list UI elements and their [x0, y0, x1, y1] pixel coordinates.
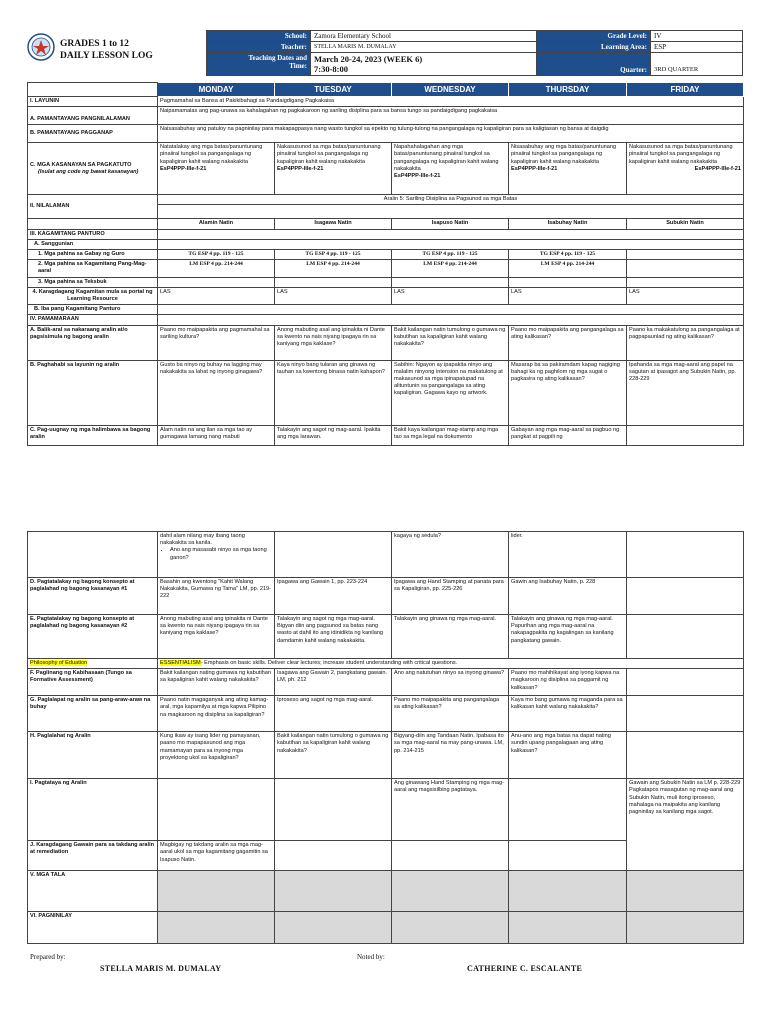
las-tue: LAS [275, 287, 392, 304]
kasanayan-thu [509, 143, 627, 195]
pagninilay-mon [158, 912, 275, 944]
row-pagganap: B. PAMANTAYANG PAGGANAP [28, 125, 158, 143]
deped-seal-logo [27, 33, 55, 61]
part-isapuso: Isapuso Natin [392, 219, 509, 229]
kagamitan-blank [158, 229, 744, 239]
dates-label [207, 53, 311, 76]
pagtataya-thu [509, 779, 627, 841]
header-info-table [206, 30, 743, 76]
tala-thu [509, 871, 627, 912]
balik-thu: Paano mo maipapakita ang pangangalaga sa ating kalikasan? [509, 325, 627, 360]
kasanayan-thu-text: Nisasabuhay ang mga batas/panuntunang pinaiiral tungkol sa pangangalaga ng kapaligiran kahit walang nakakakita [511, 144, 617, 165]
cont-fri [627, 532, 744, 578]
row-sanggunian: A. Sanggunian [28, 239, 158, 249]
paglalahat-wed: Bigyang-diin ang Tandaan Natin. Ipabasa ito sa mga mag-aaral na may pang-unawa. LM, pp. 214-215 [392, 732, 509, 779]
title-line1: GRADES 1 to 12 [60, 39, 129, 49]
nilalaman-text: Aralin 5: Sariling Disiplina sa Pagsunod sa mga Batas [158, 195, 744, 205]
quarter-label: Quarter: [537, 53, 651, 76]
karagdagang-thu [509, 841, 627, 871]
teksbuk-tue [275, 277, 392, 287]
pangnilalaman-text: Naipamamalas ang pag-unawa sa kahalagahan ng pagkakaroon ng sariling disiplina para sa bansa tungo sa pandaigdigang pagkakaisa [158, 107, 744, 125]
las-wed: LAS [392, 287, 509, 304]
cont-mon [158, 532, 275, 578]
kabihasaan-mon: Bakit kailangan nating gumawa ng kabutihan sa kapaligiran kahit walang nakakakita? [158, 669, 275, 696]
time-text: 7:30-8:00 [314, 64, 348, 74]
noted-name: CATHERINE C. ESCALANTE [467, 964, 583, 973]
grade-value: IV [651, 31, 743, 42]
kabihasaan-wed: Ano ang natutuhan ninyo sa inyong ginawa? [392, 669, 509, 696]
row-karagdagan: 4. Karagdagang Kagamitan mula sa portal ng Learning Resource [28, 287, 158, 304]
row-nilalaman: II. NILALAMAN [28, 195, 158, 219]
row-pagninilay: VI. PAGNINILAY [28, 912, 158, 944]
karagdagang-tue [275, 841, 392, 871]
philosophy-label: Philosophy of Eduation [30, 660, 88, 666]
day-wednesday: WEDNESDAY [392, 83, 509, 97]
kasanayan-label: C. MGA KASANAYAN SA PAGKATUTO [30, 161, 132, 168]
paglalahat-fri [627, 732, 744, 779]
balik-wed: Bakit kailangan natin tumulong o gumawa ng kabutihan sa kapaligiran kahit walang nakakakita? [392, 325, 509, 360]
philosophy-cell [28, 659, 158, 669]
konsepto1-tue: Ipagawa ang Gawain 1, pp. 223-224 [275, 578, 392, 615]
code-thu: EsP4PPP-IIIe-f-21 [511, 165, 558, 172]
balik-mon: Paano mo maipapakita ang pagmamahal sa sariling kultura? [158, 325, 275, 360]
kasanayan-wed-text: Napahahalagahan ang mga batas/panuntunang pinaiiral tungkol sa pangangalaga ng kapaligiran kahit walang nakakakita [394, 144, 499, 172]
kabihasaan-fri [627, 669, 744, 696]
paglalapat-fri [627, 696, 744, 732]
row-karagdagang: J. Karagdagang Gawain para sa takdang aralin at remediation [28, 841, 158, 871]
teacher-value: STELLA MARIS M. DUMALAY [311, 42, 537, 53]
konsepto2-thu: Talakayin ang ginawa ng mga mag-aaral. Papurihan ang mga mag-aaral na nakapagpakita ng kagalingan sa kanilang pangkatang gawain. [509, 615, 627, 659]
karagdagang-wed [392, 841, 509, 871]
row-kagamitan-mag: 2. Mga pahina sa Kagamitang Pang-Mag-aaral [28, 260, 158, 277]
part-alamin: Alamin Natin [158, 219, 275, 229]
gabay-wed: TG ESP 4 pp. 119 - 125 [392, 250, 509, 260]
las-fri: LAS [627, 287, 744, 304]
paglalapat-wed: Paano mo maipapakita ang pangangalaga sa ating kalikasan? [392, 696, 509, 732]
konsepto2-wed: Talakayin ang ginawa ng mga mag-aaral. [392, 615, 509, 659]
layunin-text: Pagmamahal sa Bansa at Pakikibahagi sa Pandaigdigang Pagkakaisa [158, 97, 744, 107]
day-tuesday: TUESDAY [275, 83, 392, 97]
title-line2: DAILY LESSON LOG [60, 51, 153, 61]
lm-fri [627, 260, 744, 277]
pag-uugnay-mon: Alam natin na ang ilan sa mga tao ay gumagawa lamang nang mabuti [158, 425, 275, 445]
day-monday: MONDAY [158, 83, 275, 97]
pagninilay-fri [627, 912, 744, 944]
school-label: School: [207, 31, 311, 42]
row-tala: V. MGA TALA [28, 871, 158, 912]
paglalahat-mon: Kung ikaw ay isang lider ng pamayanan, paano mo mapapasunod ang mga mamamayan para sa inyong mga proyektong ukol sa kapaligiran? [158, 732, 275, 779]
kasanayan-tue [275, 143, 392, 195]
paghahabi-mon: Gusto ba ninyo ng buhay na lagging may nakakakita sa lahat ng inyong ginagawa? [158, 360, 275, 425]
part-subukin: Subukin Natin [627, 219, 744, 229]
grade-label: Grade Level: [537, 31, 651, 42]
row-balik-aral: A. Balik-aral sa nakaraang aralin at/o pagsisimula ng bagong aralin [28, 325, 158, 360]
pag-uugnay-fri [627, 425, 744, 445]
konsepto1-thu: Gawin ang Isabuhay Natin, p. 228 [509, 578, 627, 615]
tala-fri [627, 871, 744, 912]
kasanayan-mon-text: Natatalakay ang mga batas/panuntunang pinaiiral tungkol sa pangangalaga ng kapaligiran kahit walang nakakakita [160, 144, 263, 165]
row-paglalapat: G. Paglalapat ng aralin sa pang-araw-araw na buhay [28, 696, 158, 732]
pamamaraan-blank [158, 315, 744, 325]
kasanayan-note: (Isulat ang code ng bawat kasanayan) [38, 168, 139, 175]
dates-label-text: Teaching Dates and [248, 54, 307, 62]
kabihasaan-tue: Isagawa ang Gawain 2, pangkatang gawain. LM, ph. 212 [275, 669, 392, 696]
day-friday: FRIDAY [627, 83, 744, 97]
tala-tue [275, 871, 392, 912]
las-mon: LAS [158, 287, 275, 304]
area-label: Learning Area: [537, 42, 651, 53]
karagdagang-mon: Magbigay ng takdang aralin sa mga mag-aaral ukol sa mga kagamitang gagamitin sa Isapuso Natin. [158, 841, 275, 871]
pag-uugnay-wed: Bakit kaya kailangan mag-stamp ang mga tao sa mga legal na dokumento [392, 425, 509, 445]
code-wed: EsP4PPP-IIIe-f-21 [394, 173, 441, 180]
lm-tue: LM ESP 4 pp. 214-244 [275, 260, 392, 277]
code-mon: EsP4PPP-IIIe-f-21 [160, 165, 207, 172]
paglalapat-thu: Kaya mo bang gumawa ng maganda para sa kalikasan kahit walang nakakakita? [509, 696, 627, 732]
teacher-label: Teacher: [207, 42, 311, 53]
konsepto2-tue: Talakayin ang sagot ng mga mag-aaral. Bigyan diin ang pagsunod sa batas nang wasto at dahil ito ang idinidikta ng kanilang damdamin kahit walang nakakakita. [275, 615, 392, 659]
las-thu: LAS [509, 287, 627, 304]
gabay-mon: TG ESP 4 pp. 119 - 125 [158, 250, 275, 260]
pagninilay-thu [509, 912, 627, 944]
nilalaman-blank [158, 205, 744, 219]
kabihasaan-thu: Paano mo mahihikayat ang iyong kapwa na magkaroon ng disiplina sa paggamit ng kalikasan? [509, 669, 627, 696]
row-paghahabi: B. Paghahabi sa layunin ng aralin [28, 360, 158, 425]
paghahabi-tue: Kaya ninyo bang tularan ang ginawa ng tauhan sa kwentong binasa natin kahapon? [275, 360, 392, 425]
paghahabi-thu: Masarap ba sa pakiramdam kapag nagiging bahagi ka ng paghilom ng mga sugat o pagkasira ng ating kalikasan? [509, 360, 627, 425]
konsepto2-fri [627, 615, 744, 659]
lesson-table-page1 [27, 82, 744, 446]
cont-thu: lider. [509, 532, 627, 578]
row-iba: B. Iba pang Kagamitang Panturo [28, 305, 158, 315]
dates-value [311, 53, 537, 76]
teksbuk-thu [509, 277, 627, 287]
paglalapat-mon: Paano natin magaganyak ang ating kamag-aral, mga kapamilya at mga kapwa Pilipino na magkaroon ng disiplina sa kapaligiran? [158, 696, 275, 732]
cont-mon-bullet: • Ano ang masasabi ninyo sa mga taong ganon? [170, 547, 272, 561]
paghahabi-wed: Sabihin: Ngayon ay ipapakita ninyo ang malalim ninyong intension na makatulong at makasunod sa mga ipinapatupad na alituntunin sa pangangalaga sa ating kapaligiran. Gagawa kayo ng artwork. [392, 360, 509, 425]
lm-wed: LM ESP 4 pp. 214-244 [392, 260, 509, 277]
pagtataya-tue [275, 779, 392, 841]
row-kagamitan: III. KAGAMITANG PANTURO [28, 229, 158, 239]
row-konsepto2: E. Pagtatalakay ng bagong konsepto at paglalahad ng bagong kasanayan #2 [28, 615, 158, 659]
row-pamamaraan: IV. PAMAMARAAN [28, 315, 158, 325]
quarter-value: 3RD QUARTER [651, 53, 743, 76]
time-label-text: Time: [289, 62, 307, 70]
konsepto1-mon: Basahin ang kwentong "Kahit Walang Nakakakita, Gumawa ng Tama" LM, pp. 219-222 [158, 578, 275, 615]
row-paglalahat: H. Paglalahat ng Aralin [28, 732, 158, 779]
teksbuk-mon [158, 277, 275, 287]
gabay-fri [627, 250, 744, 260]
area-value: ESP [651, 42, 743, 53]
pagninilay-wed [392, 912, 509, 944]
iba-blank [158, 305, 744, 315]
cont-label-blank [28, 532, 158, 578]
parts-blank [28, 219, 158, 229]
cont-tue [275, 532, 392, 578]
cont-wed: kagaya ng sedula? [392, 532, 509, 578]
blank-corner [28, 83, 158, 97]
cont-mon-list [160, 547, 272, 561]
lm-thu: LM ESP 4 pp. 214-244 [509, 260, 627, 277]
row-kasanayan [28, 143, 158, 195]
essentialism-text: - Emphasis on basic skills. Deliver clear lectures; increase student understanding with critical questions. [200, 660, 458, 666]
row-pag-uugnay: C. Pag-uugnay ng mga halimbawa sa bagong aralin [28, 425, 158, 445]
tala-mon [158, 871, 275, 912]
pagninilay-tue [275, 912, 392, 944]
teksbuk-wed [392, 277, 509, 287]
konsepto2-mon: Anong mabuting asal ang ipinakita ni Dante sa kwento na nais niyang ipagaya rin sa kaniyang mga kaklase? [158, 615, 275, 659]
gabay-tue: TG ESP 4 pp. 119 - 125 [275, 250, 392, 260]
pagtataya-fri: Gawain ang Subukin Natin sa LM p. 228-229 Pagkatapos masagutan ng mag-aaral ang Subukin Natin, muli itong iproseso, mahalaga na maipakita ang kanilang pagninilay sa kanilang mga sagot. [627, 779, 744, 871]
row-pagtataya: I. Pagtataya ng Aralin [28, 779, 158, 841]
konsepto1-wed: Ipagawa ang Hand Stamping at panata para sa Kapaligiran, pp. 225-226 [392, 578, 509, 615]
part-isagawa: Isagawa Natin [275, 219, 392, 229]
kasanayan-tue-text: Nakasusunod sa mga batas/panuntunang pinaiiral tungkol sa pangangalaga ng kapaligiran kahit walang nakakakita [277, 144, 381, 165]
pagtataya-wed: Ang ginawang Hand Stamping ng mga mag-aaral ang magsisilbing pagtataya. [392, 779, 509, 841]
prepared-name: STELLA MARIS M. DUMALAY [100, 964, 222, 973]
dates-text: March 20-24, 2023 (WEEK 6) [314, 54, 423, 64]
balik-fri: Paano ka makakatulong sa pangangalaga at pagpapaunlad ng ating kalikasan? [627, 325, 744, 360]
school-value: Zamora Elementary School [311, 31, 537, 42]
teksbuk-fri [627, 277, 744, 287]
pagganap-text: Naisasabuhay ang patuloy na pagninilay para makapagpasya nang wasto tungkol sa epekto ng tulung-tulong na pangangalaga ng kapaligiran para sa kaligtasan ng bansa at daigdig [158, 125, 744, 143]
lesson-table-page2 [27, 531, 744, 944]
pagtataya-mon [158, 779, 275, 841]
kasanayan-mon [158, 143, 275, 195]
kasanayan-fri [627, 143, 744, 195]
row-kabihasaan: F. Paglinang ng Kabihasaan (Tungo sa Formative Assessment) [28, 669, 158, 696]
day-header-row [28, 83, 744, 97]
paghahabi-fri: Ipahanda sa mga mag-aaral ang papel na sagutan at ipasagot ang Subukin Natin, pp. 228-229 [627, 360, 744, 425]
part-isabuhay: Isabuhay Natin [509, 219, 627, 229]
sanggunian-blank [158, 239, 744, 249]
code-tue: EsP4PPP-IIIe-f-21 [277, 165, 324, 172]
row-teksbuk: 3. Mga pahina sa Teksbuk [28, 277, 158, 287]
paglalahat-tue: Bakit kailangan natin tumulong o gumawa ng kabutihan sa kapaligiran kahit walang nakakakita? [275, 732, 392, 779]
tala-wed [392, 871, 509, 912]
pag-uugnay-tue: Talakayin ang sagot ng mag-aaral. Ipakita ang mga larawan. [275, 425, 392, 445]
essentialism-cell [158, 659, 744, 669]
row-konsepto1: D. Pagtatalakay ng bagong konsepto at paglalahad ng bagong kasanayan #1 [28, 578, 158, 615]
paglalahat-thu: Anu-ano ang mga batas na dapat nating sundin upang pangalagaan ang ating kalikasan? [509, 732, 627, 779]
cont-mon-text: dahil alam nilang may ibang taong nakakakita sa kanila. [160, 533, 245, 547]
pag-uugnay-thu: Gabayan ang mga mag-aaral sa pagbuo ng pangkat at pagpili ng [509, 425, 627, 445]
row-layunin: I. LAYUNIN [28, 97, 158, 107]
paglalapat-tue: Iproseso ang sagot ng mga mag-aaral. [275, 696, 392, 732]
row-gabay: 1. Mga pahina sa Gabay ng Guro [28, 250, 158, 260]
row-pangnilalaman: A. PAMANTAYANG PANGNILALAMAN [28, 107, 158, 125]
prepared-label: Prepared by: [30, 953, 66, 961]
essentialism-label: ESSENTIALISM [160, 660, 201, 666]
code-fri: EsP4PPP-IIIe-f-21 [694, 165, 741, 172]
balik-tue: Anong mabuting asal ang ipinakita ni Dante sa kwento na nais niyang ipagaya rin sa kaniyang mga kaklase? [275, 325, 392, 360]
day-thursday: THURSDAY [509, 83, 627, 97]
noted-label: Noted by: [357, 953, 385, 961]
konsepto1-fri [627, 578, 744, 615]
lm-mon: LM ESP 4 pp. 214-244 [158, 260, 275, 277]
gabay-thu: TG ESP 4 pp. 119 - 125 [509, 250, 627, 260]
kasanayan-fri-text: Nakasusunod sa mga batas/panuntunang pinaiiral tungkol sa pangangalaga ng kapaligiran kahit walang nakakakita [629, 144, 733, 165]
kasanayan-wed [392, 143, 509, 195]
